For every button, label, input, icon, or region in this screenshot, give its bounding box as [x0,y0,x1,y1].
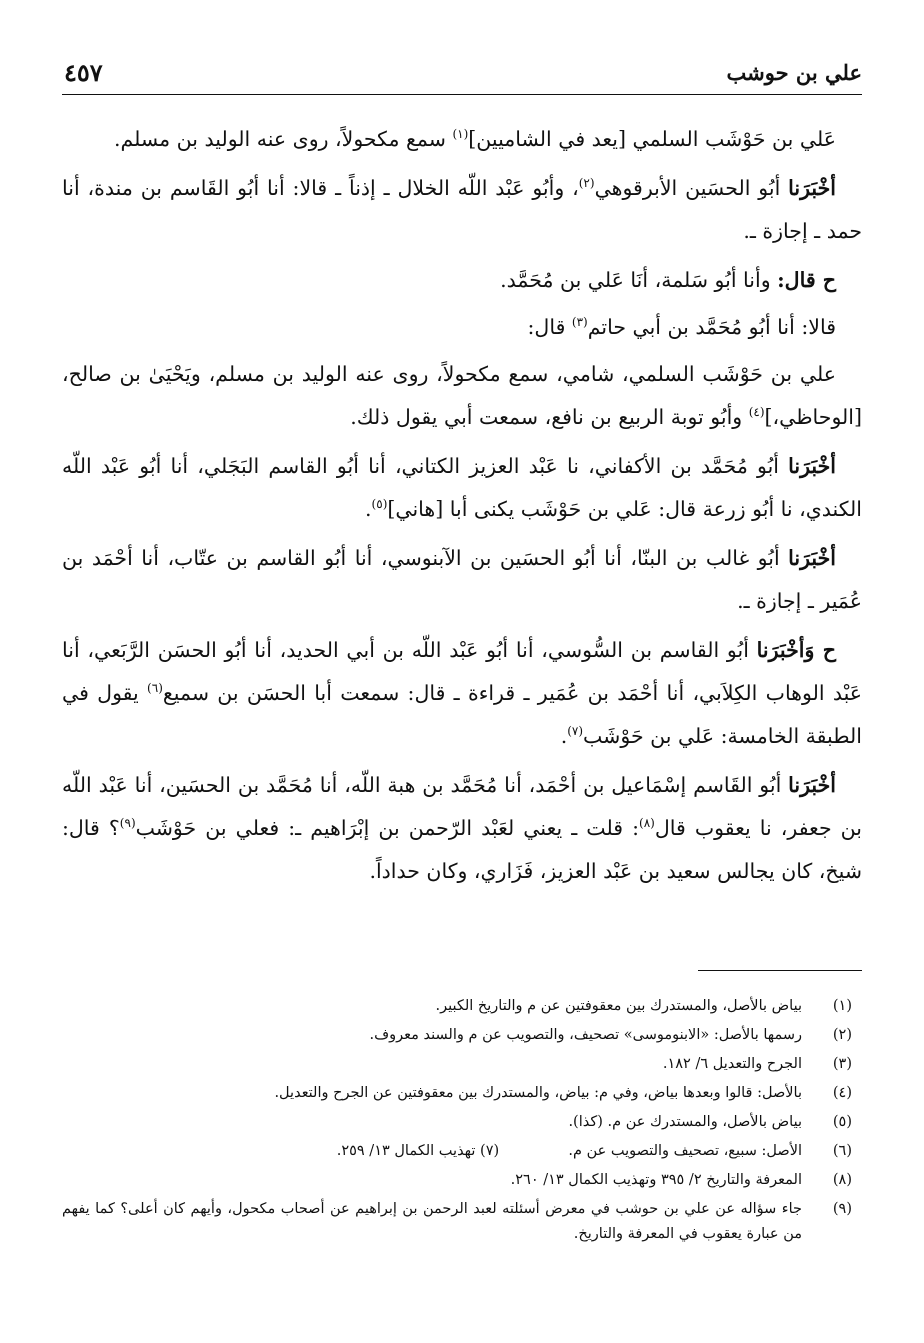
footnote-text: الأصل: سبيع، تصحيف والتصويب عن م. [568,1143,802,1159]
paragraph-9: أخْبَرَنا أبُو القَاسم إسْمَاعيل بن أحْمَد، أنا مُحَمَّد بن هبة اللّه، أنا مُحَمَّد بن الحسَين، أنا عَبْد اللّه بن جعفر، نا يعقوب قال$^{(٨)}$: قلت ـ يعني لعَبْد الرّحمن بن إبْرَاهيم ـ: فعلي بن حَوْشَب$^{(٩)}$؟ قال: شيخ، كان يجالس سعيد بن عَبْد العزيز، فَزَاري، وكان حداداً. [62,773,862,883]
footnote-number: (٧) [480,1143,500,1159]
footnote-number: (٥) [832,1114,852,1130]
paragraph-7: أخْبَرَنا أبُو غالب بن البنّا، أنا أبُو الحسَين بن الآبنوسي، أنا أبُو القاسم بن عتّاب، أنا أحْمَد بن عُمَير ـ إجازة ـ. [62,546,862,613]
paragraph-5: علي بن حَوْشَب السلمي، شامي، سمع مكحولاً، روى عنه الوليد بن مسلم، ويَحْيَىٰ بن صالح، [الوحاظي،]$^{(٤)}$ وأبُو توبة الربيع بن نافع، سمعت أبي يقول ذلك. [62,362,862,429]
page-number: ٤٥٧ [64,58,103,87]
isnad-keyword: ح قال: [777,268,836,292]
footnote-separator [698,970,862,971]
footnote-2 [62,1023,862,1048]
footnote-text: بياض بالأصل، والمستدرك عن م. (كذا). [568,1114,802,1130]
footnote-ref: (٤) [748,405,765,420]
footnote-number: (٢) [832,1027,852,1043]
footnote-ref: (٥) [371,497,388,512]
footnote-3 [62,1052,862,1077]
paragraph-8: ح وَأخْبَرَنا أبُو القاسم بن السُّوسي، أنا أبُو عَبْد اللّه بن أبي الحديد، أنا أبُو الحسَن الرَّبَعي، أنا عَبْد الوهاب الكِلاَبي، أنا أحْمَد بن عُمَير ـ قراءة ـ قال: سمعت أبا الحسَن بن سميع$^{(٦)}$ يقول في الطبقة الخامسة: عَلي بن حَوْشَب$^{(٧)}$. [62,638,863,748]
footnote-number: (١) [832,998,852,1014]
footnote-text: المعرفة والتاريخ ٢/ ٣٩٥ وتهذيب الكمال ١٣/ ٢٦٠. [510,1172,802,1188]
footnote-ref: (١) [452,127,469,142]
isnad-keyword: أخْبَرَنا [788,773,836,797]
footnote-ref: (٧) [567,724,584,739]
footnote-ref: (٨) [639,816,655,831]
footnotes [62,994,862,1251]
isnad-keyword: أخْبَرَنا [788,546,836,570]
footnote-text: الجرح والتعديل ٦/ ١٨٢. [662,1056,802,1072]
footnote-9 [62,1197,862,1247]
running-title: علي بن حوشب [726,60,862,85]
paragraph-1: عَلي بن حَوْشَب السلمي [يعد في الشاميين]$^{(١)}$ سمع مكحولاً، روى عنه الوليد بن مسلم. [113,127,836,151]
footnote-text: بياض بالأصل، والمستدرك بين معقوفتين عن م والتاريخ الكبير. [435,998,802,1014]
paragraph-2: أخْبَرَنا أبُو الحسَين الأبرقوهي$^{(٢)}$، وأبُو عَبْد اللّه الخلال ـ إذناً ـ قالا: أنا أبُو القَاسم بن مندة، أنا حمد ـ إجازة ـ. [62,176,862,243]
footnote-5 [62,1110,862,1135]
footnote-number: (٨) [832,1172,852,1188]
main-text [62,118,862,899]
footnote-ref: (٣) [571,315,588,330]
isnad-keyword: أخْبَرَنا [788,454,836,478]
footnote-number: (٤) [832,1085,852,1101]
footnote-text: رسمها بالأصل: «الابنوموسى» تصحيف، والتصويب عن م والسند معروف. [369,1027,802,1043]
footnote-ref: (٦) [147,681,163,696]
paragraph-3: ح قال: وأنا أبُو سَلمة، أنَا عَلي بن مُحَمَّد. [500,268,836,292]
footnote-number: (٣) [832,1056,852,1072]
footnote-number: (٩) [832,1201,852,1217]
footnote-ref: (٢) [578,176,595,191]
footnote-text: بالأصل: قالوا وبعدها بياض، وفي م: بياض، والمستدرك بين معقوفتين عن الجرح والتعديل. [274,1085,802,1101]
footnote-text: جاء سؤاله عن علي بن حوشب في معرض أسئلته لعبد الرحمن بن إبراهيم عن أصحاب مكحول، وأيهم كان أعلى؟ كما يفهم من عبارة يعقوب في المعرفة والتاريخ. [62,1201,802,1242]
paragraph-4: قالا: أنا أبُو مُحَمَّد بن أبي حاتم$^{(٣)}$ قال: [527,315,836,339]
footnote-number: (٦) [832,1143,852,1159]
footnote-8 [62,1168,862,1193]
footnote-4 [62,1081,862,1106]
footnote-ref: (٩) [119,816,136,831]
footnote-6-7 [62,1139,862,1164]
paragraph-6: أخْبَرَنا أبُو مُحَمَّد بن الأكفاني، نا عَبْد العزيز الكتاني، أنا أبُو القاسم البَجَلي، أنا أبُو عَبْد اللّه الكندي، نا أبُو زرعة قال: عَلي بن حَوْشَب يكنى أبا [هاني]$^{(٥)}$. [62,454,862,521]
page-header [62,58,862,95]
isnad-keyword: أخْبَرَنا [788,176,836,200]
footnote-1 [62,994,862,1019]
footnote-text: تهذيب الكمال ١٣/ ٢٥٩. [336,1143,476,1159]
isnad-keyword: ح وَأخْبَرَنا [756,638,836,662]
